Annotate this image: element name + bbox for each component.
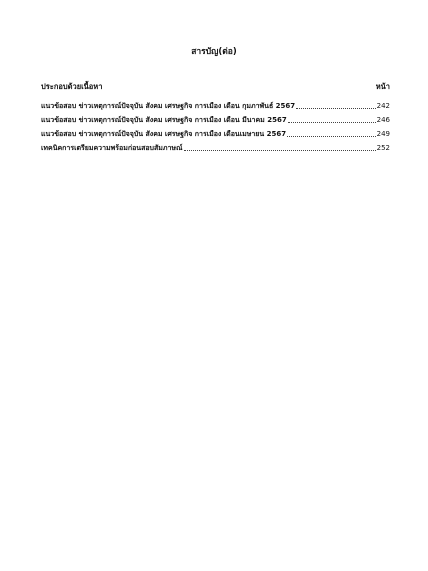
toc-entry-page: 242 [376, 102, 390, 110]
toc-entry [41, 99, 390, 113]
toc-entry [41, 127, 390, 141]
page-title: สารบัญ(ต่อ) [191, 47, 237, 57]
page-column-label: หน้า [375, 82, 390, 91]
dot-leader [287, 127, 376, 137]
toc-entry [41, 113, 390, 127]
toc-entry-title: แนวข้อสอบ ข่าวเหตุการณ์ปัจจุบัน สังคม เศรษฐกิจ การเมือง เดือนเมษายน 2567 [41, 130, 287, 138]
dot-leader [288, 113, 376, 123]
dot-leader [296, 99, 375, 109]
toc-entry-title: แนวข้อสอบ ข่าวเหตุการณ์ปัจจุบัน สังคม เศรษฐกิจ การเมือง เดือน กุมภาพันธ์ 2567 [41, 102, 296, 110]
toc-header [41, 81, 390, 93]
dot-leader [184, 141, 376, 151]
contents-label: ประกอบด้วยเนื้อหา [41, 82, 103, 91]
toc-entry-title: เทคนิคการเตรียมความพร้อมก่อนสอบสัมภาษณ์ [41, 144, 183, 152]
toc-entry-title: แนวข้อสอบ ข่าวเหตุการณ์ปัจจุบัน สังคม เศรษฐกิจ การเมือง เดือน มีนาคม 2567 [41, 116, 287, 124]
toc-list [41, 99, 390, 155]
toc-entry-page: 252 [376, 144, 390, 152]
toc-entry-page: 246 [376, 116, 390, 124]
toc-entry [41, 141, 390, 155]
toc-entry-page: 249 [376, 130, 390, 138]
